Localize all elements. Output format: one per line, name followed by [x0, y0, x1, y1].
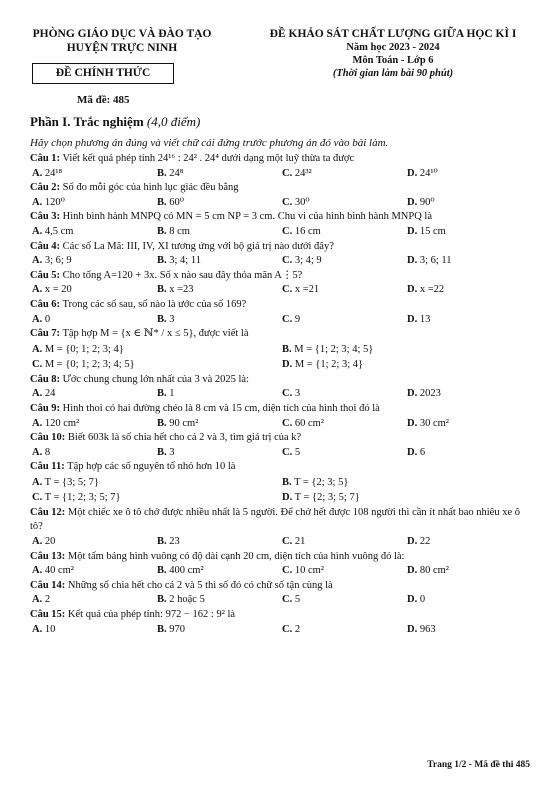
answer-option [407, 225, 532, 240]
option-value: 5 [294, 594, 301, 606]
answer-option [282, 196, 407, 211]
option-letter: A. [32, 167, 43, 179]
option-value: 3; 6; 9 [44, 255, 72, 267]
option-letter: D. [407, 196, 418, 208]
answer-option [157, 535, 282, 550]
answer-option [282, 475, 532, 491]
question-text [30, 373, 532, 388]
option-letter: C. [282, 196, 293, 208]
question-list [30, 152, 532, 637]
option-value: 24¹⁰ [419, 167, 438, 179]
option-letter: B. [157, 225, 167, 237]
answer-option [407, 417, 532, 432]
answer-option [282, 342, 532, 358]
question-text [30, 506, 532, 535]
option-value: 3 [169, 446, 175, 458]
option-value: 15 cm [419, 225, 446, 237]
answer-option [407, 254, 532, 269]
option-letter: B. [157, 623, 167, 635]
option-letter: A. [32, 476, 43, 488]
option-value: T = {1; 2; 3; 5; 7} [44, 492, 121, 504]
option-value: 970 [169, 623, 186, 635]
answer-option [282, 167, 407, 182]
answer-option [32, 446, 157, 461]
option-value: 2023 [419, 388, 441, 400]
official-label-box: ĐỀ CHÍNH THỨC [32, 63, 174, 84]
question-number: Câu 1: [30, 153, 61, 164]
option-value: 3 [169, 313, 175, 325]
exam-title-header [232, 27, 554, 80]
answer-option [407, 446, 532, 461]
answer-options [30, 167, 532, 182]
option-value: 120⁰ [44, 196, 65, 208]
option-letter: C. [282, 284, 293, 296]
option-letter: B. [157, 284, 167, 296]
answer-option [282, 283, 407, 298]
option-letter: D. [407, 594, 418, 606]
option-value: 963 [419, 623, 436, 635]
exam-code: Mã đề: 485 [77, 94, 130, 106]
answer-option [282, 417, 407, 432]
option-value: 3; 4; 11 [169, 255, 201, 267]
question-5 [30, 269, 532, 298]
question-text [30, 240, 532, 255]
option-letter: C. [282, 446, 293, 458]
option-value: M = {1; 2; 3; 4} [294, 359, 364, 371]
option-letter: B. [157, 594, 167, 606]
answer-option [32, 313, 157, 328]
option-letter: C. [32, 492, 43, 504]
option-value: 23 [169, 536, 180, 548]
option-letter: B. [157, 536, 167, 548]
option-value: 24 [44, 388, 56, 400]
option-letter: A. [32, 313, 43, 325]
option-value: M = {0; 1; 2; 3; 4} [44, 343, 124, 355]
question-number: Câu 5: [30, 269, 61, 281]
question-6 [30, 298, 532, 327]
part-points: (4,0 điểm) [146, 114, 201, 129]
answer-option [32, 490, 282, 506]
option-value: 3 [294, 388, 301, 400]
answer-options [30, 313, 532, 328]
option-value: 1 [169, 388, 175, 400]
option-letter: C. [282, 594, 293, 606]
option-letter: A. [32, 225, 43, 237]
answer-option [407, 283, 532, 298]
answer-option [282, 225, 407, 240]
option-value: T = {2; 3; 5} [294, 476, 349, 488]
option-value: 2 hoặc 5 [169, 594, 205, 606]
answer-option [282, 387, 407, 402]
option-value: 30 cm² [419, 417, 449, 429]
answer-option [282, 593, 407, 608]
answer-option [32, 564, 157, 579]
question-10 [30, 431, 532, 460]
answer-options [30, 623, 532, 638]
option-letter: C. [282, 623, 293, 635]
option-value: 60⁰ [169, 196, 184, 208]
question-stem: Một tấm bảng hình vuông có độ dài cạnh 20 cm, diện tích của hình vuông đó là: [67, 550, 405, 562]
option-value: 90⁰ [419, 196, 435, 208]
option-letter: D. [282, 359, 293, 371]
question-text [30, 298, 532, 313]
answer-option [157, 283, 282, 298]
part-title [30, 113, 532, 131]
option-letter: C. [282, 388, 293, 400]
question-text [30, 460, 532, 475]
question-1 [30, 152, 532, 181]
answer-option [157, 313, 282, 328]
question-8 [30, 373, 532, 402]
question-stem: Ước chung chung lớn nhất của 3 và 2025 là: [62, 373, 250, 385]
option-value: 80 cm² [419, 565, 449, 577]
answer-option [157, 593, 282, 608]
option-value: 9 [294, 313, 301, 325]
option-letter: A. [32, 417, 43, 429]
answer-option [157, 167, 282, 182]
district-name: HUYỆN TRỰC NINH [66, 42, 178, 54]
option-letter: B. [157, 565, 167, 577]
option-value: 90 cm² [169, 417, 199, 429]
question-7 [30, 327, 532, 373]
option-letter: D. [407, 388, 418, 400]
answer-options [30, 446, 532, 461]
answer-option [407, 196, 532, 211]
question-number: Câu 6: [30, 298, 61, 310]
answer-option [32, 225, 157, 240]
option-value: 2 [294, 623, 301, 635]
answer-option [407, 535, 532, 550]
question-number: Câu 11: [30, 461, 65, 473]
question-number: Câu 13: [30, 550, 66, 562]
answer-option [32, 283, 157, 298]
answer-option [282, 535, 407, 550]
question-number: Câu 14: [30, 579, 66, 591]
option-letter: D. [407, 623, 418, 635]
question-number: Câu 9: [30, 402, 61, 414]
school-year: Năm học 2023 - 2024 [346, 42, 440, 53]
question-text [30, 210, 532, 225]
option-value: T = {2; 3; 5; 7} [294, 492, 360, 504]
answer-options [30, 593, 532, 608]
option-letter: C. [32, 359, 43, 371]
option-value: 40 cm² [44, 565, 74, 577]
question-number: Câu 15: [30, 609, 66, 621]
question-stem: Biết 603k là số chia hết cho cả 2 và 3, tìm giá trị của k? [67, 432, 302, 444]
option-letter: D. [407, 446, 418, 458]
option-letter: D. [407, 167, 418, 179]
option-letter: B. [157, 313, 167, 325]
answer-options [30, 535, 532, 550]
question-number: Câu 8: [30, 373, 61, 385]
answer-option [32, 254, 157, 269]
question-15 [30, 608, 532, 637]
answer-option [407, 167, 532, 182]
question-3 [30, 210, 532, 239]
question-stem: Hình bình hành MNPQ có MN = 5 cm NP = 3 cm. Chu vi của hình bình hành MNPQ là [62, 211, 432, 223]
option-letter: A. [32, 255, 43, 267]
question-14 [30, 579, 532, 608]
option-value: 8 [44, 446, 51, 458]
question-13 [30, 550, 532, 579]
answer-option [407, 593, 532, 608]
answer-options [30, 283, 532, 298]
question-stem: Trong các số sau, số nào là ước của số 169? [62, 298, 247, 310]
answer-options [30, 475, 532, 506]
question-stem: Viết kết quả phép tính 24¹⁶ : 24² . 24⁴ dưới dạng một luỹ thừa ta được [62, 153, 355, 164]
option-letter: C. [282, 565, 293, 577]
answer-option [282, 357, 532, 373]
option-value: 4,5 cm [44, 225, 74, 237]
question-number: Câu 2: [30, 182, 61, 194]
answer-option [157, 564, 282, 579]
answer-option [407, 564, 532, 579]
option-letter: B. [157, 388, 167, 400]
option-letter: C. [282, 225, 293, 237]
answer-option [282, 313, 407, 328]
option-value: 60 cm² [294, 417, 324, 429]
question-stem: Những số chia hết cho cả 2 và 5 thì số đó có chữ số tận cùng là [67, 579, 333, 591]
option-letter: C. [282, 417, 293, 429]
question-number: Câu 7: [30, 328, 61, 340]
option-value: 20 [44, 536, 56, 548]
answer-option [32, 357, 282, 373]
answer-options [30, 225, 532, 240]
option-letter: B. [157, 446, 167, 458]
answer-option [407, 387, 532, 402]
option-value: M = {0; 1; 2; 3; 4; 5} [44, 359, 135, 371]
option-value: 2 [44, 594, 51, 606]
option-value: 5 [294, 446, 301, 458]
option-letter: A. [32, 536, 43, 548]
option-letter: B. [157, 167, 167, 179]
question-4 [30, 240, 532, 269]
question-9 [30, 402, 532, 431]
option-letter: B. [282, 476, 292, 488]
question-text [30, 431, 532, 446]
question-2 [30, 181, 532, 210]
question-number: Câu 12: [30, 506, 66, 518]
question-stem: Hình thoi có hai đường chéo là 8 cm và 15 cm, diện tích của hình thoi đó là [62, 402, 380, 414]
answer-option [407, 623, 532, 638]
option-value: 8 cm [169, 225, 190, 237]
option-value: M = {1; 2; 3; 4; 5} [294, 343, 374, 355]
option-value: x = 20 [44, 284, 72, 296]
question-text [30, 269, 532, 284]
option-letter: C. [282, 313, 293, 325]
answer-option [32, 593, 157, 608]
option-letter: B. [157, 417, 167, 429]
answer-options [30, 196, 532, 211]
option-value: 400 cm² [169, 565, 204, 577]
question-number: Câu 3: [30, 211, 61, 223]
option-value: 24⁸ [169, 167, 184, 179]
option-letter: D. [407, 255, 418, 267]
question-stem: Tập hợp các số nguyên tố nhỏ hơn 10 là [67, 461, 236, 473]
option-letter: C. [282, 255, 293, 267]
question-text [30, 550, 532, 565]
question-stem: Tập hợp M = {x ∈ ℕ* / x ≤ 5}, được viết là [62, 328, 249, 340]
option-letter: A. [32, 594, 43, 606]
answer-option [157, 225, 282, 240]
question-text [30, 579, 532, 594]
option-letter: A. [32, 343, 43, 355]
question-stem: Kết quả của phép tính: 972 − 162 : 9² là [67, 609, 236, 621]
option-value: x =22 [419, 284, 445, 296]
answer-option [32, 196, 157, 211]
option-value: 0 [419, 594, 426, 606]
answer-options [30, 417, 532, 432]
option-letter: D. [282, 492, 293, 504]
part-title-text: Phần I. Trắc nghiệm [30, 114, 144, 129]
answer-option [157, 196, 282, 211]
question-number: Câu 10: [30, 432, 66, 444]
option-letter: A. [32, 196, 43, 208]
question-text [30, 327, 532, 342]
option-value: 3; 6; 11 [419, 255, 452, 267]
exam-body [30, 113, 532, 637]
option-letter: B. [157, 196, 167, 208]
option-letter: A. [32, 388, 43, 400]
department-name: PHÒNG GIÁO DỤC VÀ ĐÀO TẠO [32, 28, 212, 40]
question-number: Câu 4: [30, 240, 61, 252]
answer-option [157, 254, 282, 269]
question-text [30, 152, 532, 167]
answer-option [32, 475, 282, 491]
option-value: 120 cm² [44, 417, 80, 429]
exam-title: ĐỀ KHẢO SÁT CHẤT LƯỢNG GIỮA HỌC KÌ I [269, 28, 517, 40]
option-letter: D. [407, 536, 418, 548]
answer-options [30, 564, 532, 579]
option-value: 30⁰ [294, 196, 310, 208]
answer-option [157, 417, 282, 432]
option-value: x =23 [169, 284, 194, 296]
duration: (Thời gian làm bài 90 phút) [332, 68, 454, 79]
option-letter: A. [32, 623, 43, 635]
option-value: T = {3; 5; 7} [44, 476, 99, 488]
option-letter: D. [407, 565, 418, 577]
option-letter: B. [282, 343, 292, 355]
option-value: 0 [44, 313, 51, 325]
subject: Môn Toán - Lớp 6 [352, 55, 434, 66]
answer-option [282, 564, 407, 579]
option-value: 22 [419, 536, 431, 548]
answer-option [282, 623, 407, 638]
answer-option [32, 167, 157, 182]
option-letter: A. [32, 284, 43, 296]
question-11 [30, 460, 532, 506]
option-value: 10 cm² [294, 565, 324, 577]
question-stem: Cho tổng A=120 + 3x. Số x nào sau đây thỏa mãn A⋮5? [62, 269, 303, 281]
option-letter: A. [32, 446, 43, 458]
option-letter: D. [407, 417, 418, 429]
option-letter: C. [282, 536, 293, 548]
option-letter: D. [407, 313, 418, 325]
answer-option [407, 313, 532, 328]
question-stem: Số đo mỗi góc của hình lục giác đều bằng [62, 182, 239, 194]
answer-option [282, 446, 407, 461]
answer-option [157, 623, 282, 638]
instruction: Hãy chọn phương án đúng và viết chữ cái đứng trước phương án đó vào bài làm. [30, 137, 389, 149]
question-12 [30, 506, 532, 550]
answer-options [30, 254, 532, 269]
option-letter: D. [407, 284, 418, 296]
option-letter: B. [157, 255, 167, 267]
answer-option [32, 387, 157, 402]
answer-options [30, 387, 532, 402]
answer-option [157, 446, 282, 461]
answer-option [32, 623, 157, 638]
option-value: 13 [419, 313, 431, 325]
page-footer: Trang 1/2 - Mã đề thi 485 [427, 760, 530, 770]
option-value: 16 cm [294, 225, 321, 237]
answer-option [282, 490, 532, 506]
question-stem: Các số La Mã: III, IV, XI tương ứng với bộ giá trị nào dưới đây? [62, 240, 334, 252]
option-letter: A. [32, 565, 43, 577]
option-value: 3; 4; 9 [294, 255, 322, 267]
answer-option [282, 254, 407, 269]
option-letter: D. [407, 225, 418, 237]
question-text [30, 181, 532, 196]
answer-option [32, 342, 282, 358]
option-value: 10 [44, 623, 56, 635]
option-value: x =21 [294, 284, 320, 296]
option-value: 24¹⁸ [44, 167, 63, 179]
option-value: 6 [419, 446, 426, 458]
answer-option [32, 535, 157, 550]
option-value: 24³² [294, 167, 312, 179]
option-value: 21 [294, 536, 306, 548]
department-header [22, 27, 222, 55]
question-text [30, 402, 532, 417]
answer-option [32, 417, 157, 432]
answer-option [157, 387, 282, 402]
question-stem: Một chiếc xe ô tô chở được nhiều nhất là 5 người. Để chở hết được 108 người thì cần ít nhất bao nhiêu xe ô tô? [30, 506, 520, 533]
option-letter: C. [282, 167, 293, 179]
answer-options [30, 342, 532, 373]
question-text [30, 608, 532, 623]
